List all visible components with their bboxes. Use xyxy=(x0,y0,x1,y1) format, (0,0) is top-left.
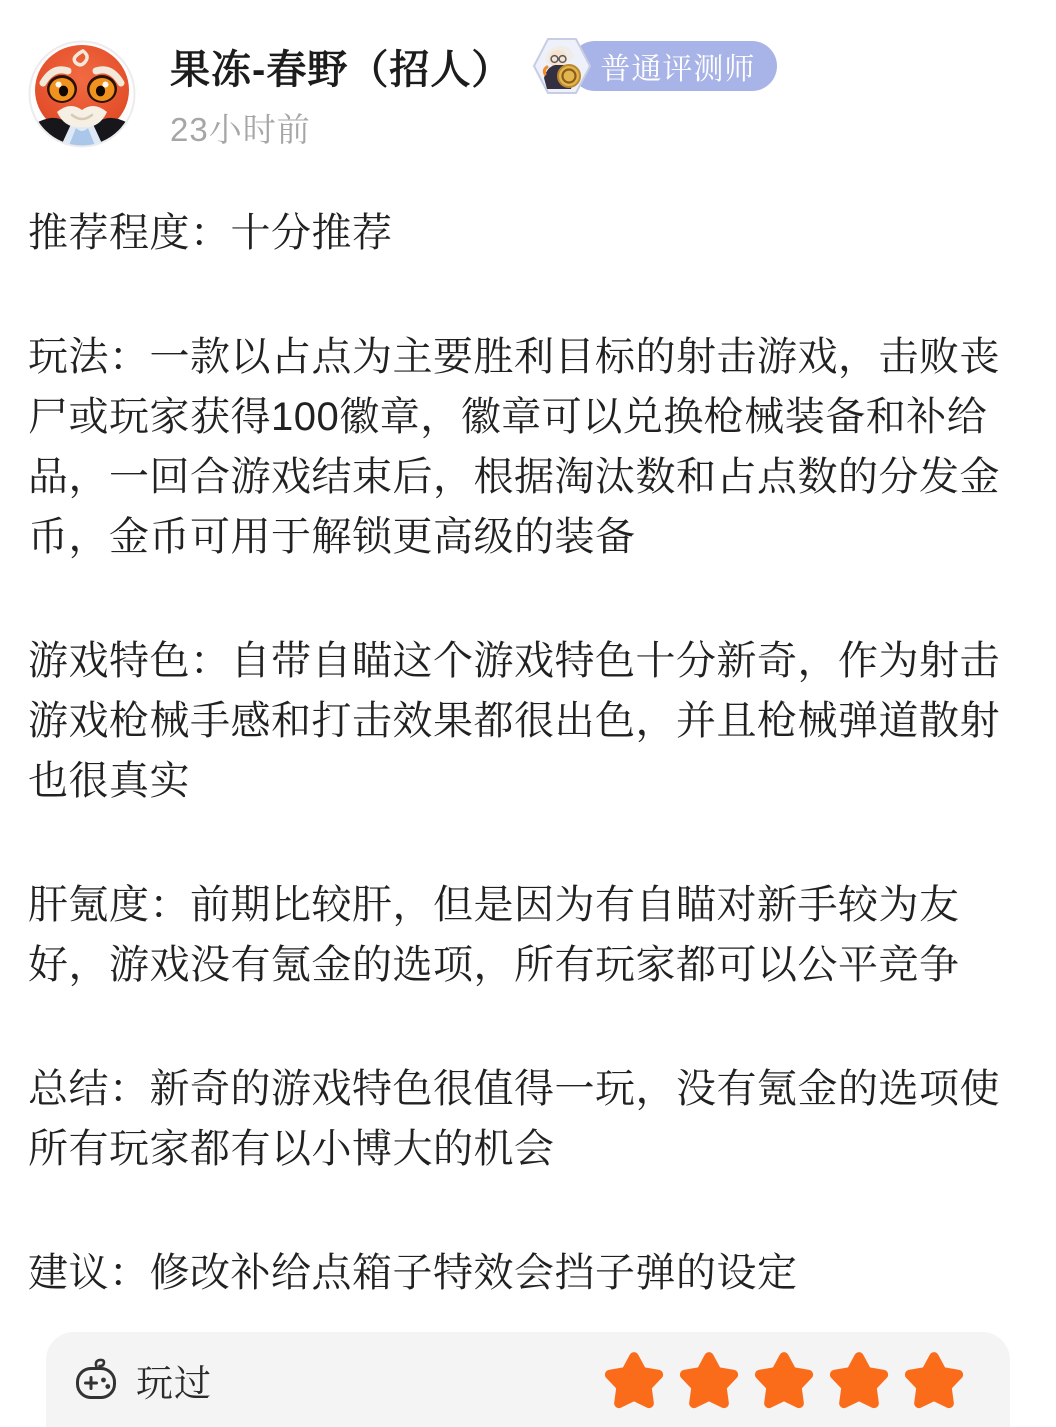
username[interactable]: 果冻-春野（招人） xyxy=(170,47,513,92)
played-status xyxy=(72,1353,212,1407)
review-paragraph-summary: 总结：新奇的游戏特色很值得一玩，没有氪金的选项使所有玩家都有以小博大的机会 xyxy=(28,1067,1000,1171)
review-header xyxy=(28,0,1028,151)
review-paragraph-recommendation: 推荐程度：十分推荐 xyxy=(28,211,393,255)
played-rating-bar xyxy=(46,1332,1010,1427)
gamepad-icon xyxy=(72,1356,120,1404)
name-row xyxy=(170,36,777,96)
timestamp: 23小时前 xyxy=(170,111,311,148)
review-paragraph-grind: 肝氪度：前期比较肝，但是因为有自瞄对新手较为友好，游戏没有氪金的选项，所有玩家都可以公平竞争 xyxy=(28,883,960,987)
review-paragraph-suggestion: 建议：修改补给点箱子特效会挡子弹的设定 xyxy=(28,1251,798,1295)
avatar[interactable] xyxy=(28,40,136,148)
star-icon xyxy=(752,1348,816,1412)
review-paragraph-gameplay: 玩法：一款以占点为主要胜利目标的射击游戏，击败丧尸或玩家获得100徽章，徽章可以兑换枪械装备和补给品，一回合游戏结束后，根据淘汰数和占点数的分发金币，金币可用于解锁更高级的装备 xyxy=(28,335,1000,559)
review-paragraph-features: 游戏特色：自带自瞄这个游戏特色十分新奇，作为射击游戏枪械手感和打击效果都很出色，并且枪械弹道散射也很真实 xyxy=(28,639,1000,803)
header-text xyxy=(170,36,777,151)
star-icon xyxy=(827,1348,891,1412)
star-icon xyxy=(902,1348,966,1412)
reviewer-badge[interactable] xyxy=(532,36,777,96)
star-icon xyxy=(602,1348,666,1412)
star-rating xyxy=(602,1348,966,1412)
star-icon xyxy=(677,1348,741,1412)
review-body xyxy=(28,203,1028,1303)
reviewer-hexagon-medal-icon xyxy=(532,36,592,96)
reviewer-badge-label: 普通评测师 xyxy=(570,41,777,91)
played-label: 玩过 xyxy=(136,1362,212,1404)
